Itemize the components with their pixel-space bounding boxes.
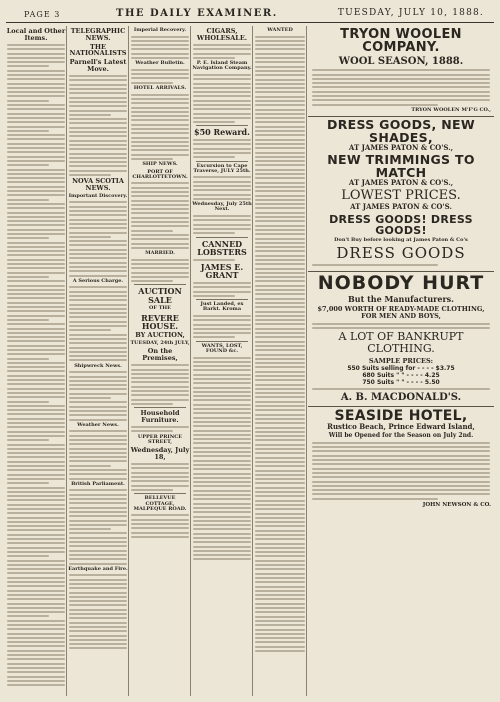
paper-title: THE DAILY EXAMINER. <box>116 8 278 19</box>
text-block <box>254 36 306 652</box>
divider <box>134 493 186 494</box>
column-telegraphic-news <box>68 26 129 696</box>
auction-date: Wednesday, July 18, <box>130 446 190 462</box>
price-line: 750 Suits " " - - - - 5.50 <box>362 378 440 386</box>
text-block <box>311 442 491 500</box>
headline: Weather Bulletin. <box>135 60 185 67</box>
text-block <box>6 44 66 686</box>
section-heading: WANTS, LOST, FOUND &c. <box>201 342 243 354</box>
text-block <box>192 176 252 199</box>
ad-subtitle: WOOL SEASON, 1888. <box>338 56 464 67</box>
issue-date: TUESDAY, JULY 10, 1888. <box>337 8 484 18</box>
text-block <box>68 371 128 420</box>
headline: Imperial Recovery. <box>133 27 187 33</box>
display-ads <box>308 26 494 696</box>
text-block <box>68 489 128 564</box>
headline: SHIP NEWS. <box>142 161 178 168</box>
column-classifieds <box>254 26 307 696</box>
text-block <box>68 201 128 276</box>
divider <box>134 284 186 285</box>
ad-line: DRESS GOODS, NEW SHADES, <box>327 117 475 145</box>
text-block <box>68 574 128 649</box>
ad-name: JAMES E. GRANT <box>200 261 244 281</box>
section-heading: WANTED <box>267 27 293 33</box>
column-notices <box>192 26 253 696</box>
page-label: PAGE 3 <box>24 10 61 19</box>
ad-title: TRYON WOOLEN COMPANY. <box>340 27 462 55</box>
text-block <box>130 364 190 405</box>
text-block <box>130 514 190 537</box>
ad-signature: A. B. MACDONALD'S. <box>340 392 462 404</box>
auction-venue: REVERE HOUSE. <box>141 312 179 331</box>
text-block <box>130 94 190 160</box>
subheadline: Important Discovery. <box>68 192 128 199</box>
text-block <box>192 215 252 234</box>
text-block <box>311 69 491 105</box>
headline: HOTEL ARRIVALS. <box>133 85 187 92</box>
subheadline: Weather News. <box>77 421 119 428</box>
ad-heading: Excursion to Cape Traverse, JULY 25th. <box>193 162 251 174</box>
text-block <box>192 44 252 59</box>
ad-signature: TRYON WOOLEN M'F'G CO., <box>411 106 491 113</box>
section-heading: TELEGRAPHIC NEWS. <box>70 27 126 42</box>
price-line: 680 Suits " " - - - - 4.25 <box>362 371 440 379</box>
auction-location: On the Premises, <box>142 347 178 363</box>
ad-heading: CIGARS, WHOLESALE. <box>196 27 248 42</box>
text-block <box>130 463 190 491</box>
column-local-items <box>6 26 67 696</box>
auction-label: BY AUCTION, <box>135 331 185 340</box>
ad-heading: CANNED LOBSTERS <box>197 238 247 257</box>
subheadline: PORT OF CHARLOTTETOWN. <box>132 168 188 180</box>
price-line: 550 Suits selling for - - - - $3.75 <box>347 364 455 372</box>
text-block <box>192 139 252 158</box>
ad-subtitle: Rustico Beach, Prince Edward Island, <box>327 422 475 432</box>
divider <box>134 407 186 408</box>
headline: MARRIED. <box>145 250 175 257</box>
auction-heading: AUCTION SALE <box>138 286 182 305</box>
text-block <box>192 259 252 261</box>
text-block <box>192 282 252 297</box>
ad-line: Will be Opened for the Season on July 2nd. <box>328 432 474 439</box>
section-heading: Local and Other Items. <box>6 27 66 42</box>
ad-line: A LOT OF BANKRUPT CLOTHING. <box>338 330 464 356</box>
auction-location: UPPER PRINCE STREET, <box>137 433 183 446</box>
ad-line: AT JAMES PATON & CO'S., <box>348 143 454 153</box>
ad-line: AT JAMES PATON & CO'S. <box>350 202 452 212</box>
text-block <box>130 69 190 84</box>
text-block <box>68 430 128 479</box>
divider <box>196 161 248 162</box>
subheadline: A Serious Charge. <box>72 277 124 284</box>
ad-heading: Just Landed, ex Barkt. Kroma <box>200 301 244 313</box>
ad-line: NEW TRIMMINGS TO MATCH <box>327 152 475 180</box>
divider <box>196 125 248 126</box>
headline: NOVA SCOTIA NEWS. <box>72 177 124 193</box>
ad-line: DRESS GOODS! DRESS GOODS! <box>329 212 473 237</box>
ad-line: LOWEST PRICES. <box>341 187 461 203</box>
ad-heading: $50 Reward. <box>194 127 250 138</box>
ad-title: SEASIDE HOTEL, <box>334 408 468 425</box>
ad-line: FOR MEN AND BOYS, <box>361 312 441 321</box>
text-block <box>130 426 190 432</box>
text-block <box>130 36 190 59</box>
ad-heading: P. E. Island Steam Navigation Company. <box>192 60 252 72</box>
text-block <box>130 182 190 248</box>
auction-date: TUESDAY, 24th JULY, <box>130 340 190 347</box>
text-block <box>68 75 128 176</box>
text-block <box>192 357 252 561</box>
text-block <box>130 259 190 282</box>
ad-tryon-woolen <box>308 26 494 117</box>
masthead <box>6 6 494 23</box>
divider <box>196 237 248 238</box>
ad-subtitle: But the Manufacturers. <box>348 294 454 305</box>
ad-signature: JOHN NEWSON & CO. <box>422 502 491 509</box>
divider <box>196 341 248 342</box>
headline: Parnell's Latest Move. <box>69 58 127 74</box>
auction-heading: Household Furniture. <box>140 409 180 425</box>
auction-subheading: OF THE <box>149 305 171 312</box>
auction-heading: BELLEVUE COTTAGE, MALPEQUE ROAD. <box>133 495 187 512</box>
ad-james-paton <box>308 117 494 272</box>
ad-line: Don't Buy before looking at James Paton & Co's <box>334 236 468 243</box>
text-block <box>68 286 128 361</box>
ad-date: Wednesday, July 25th Next. <box>192 201 252 213</box>
ad-line: $7,000 WORTH OF READY-MADE CLOTHING, <box>317 305 485 314</box>
text-block <box>311 323 491 329</box>
headline: THE NATIONALISTS <box>69 42 127 58</box>
column-shipping-auctions <box>130 26 191 696</box>
subheadline: Shipwreck News. <box>74 362 122 369</box>
subheadline: Earthquake and Fire. <box>68 565 128 572</box>
divider <box>196 299 248 300</box>
ad-title: NOBODY HURT <box>317 272 485 295</box>
subheadline: British Parliament. <box>71 480 125 487</box>
ad-line: SAMPLE PRICES: <box>368 356 434 365</box>
text-block <box>311 264 491 266</box>
ad-macdonald-clothing <box>308 272 494 407</box>
text-block <box>192 315 252 338</box>
ad-line: DRESS GOODS <box>336 244 466 263</box>
text-block <box>192 74 252 123</box>
ad-line: AT JAMES PATON & CO'S., <box>348 178 454 188</box>
ad-seaside-hotel <box>308 407 494 511</box>
text-block <box>311 388 491 390</box>
